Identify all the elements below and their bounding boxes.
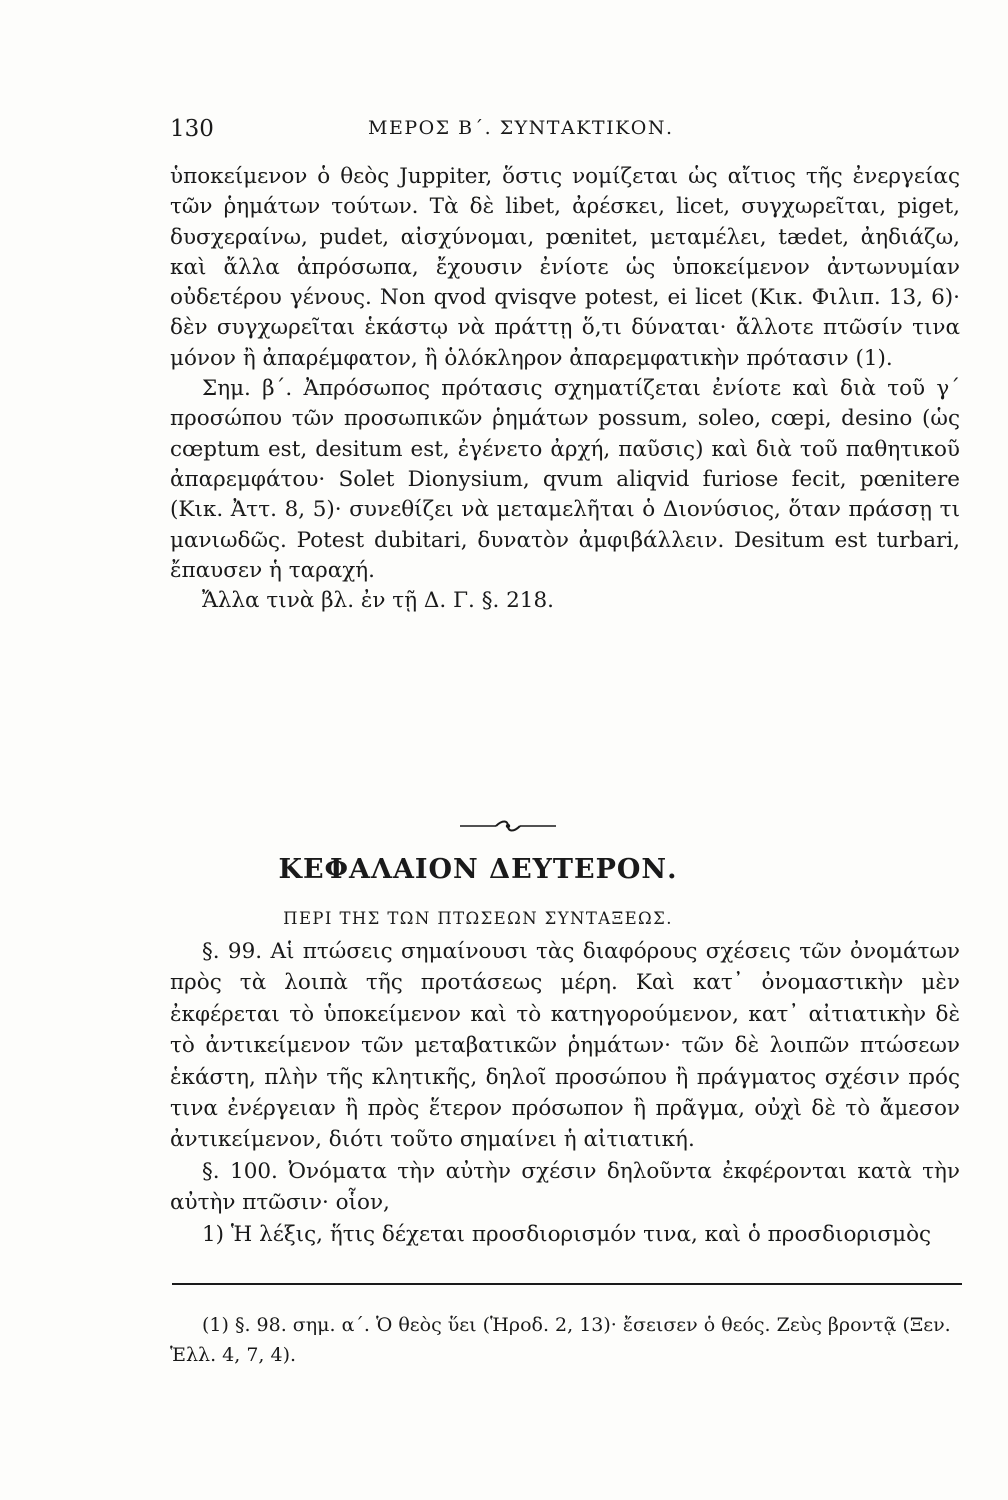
chapter-subtitle: ΠΕΡΙ ΤΗΣ ΤΩΝ ΠΤΩΣΕΩΝ ΣΥΝΤΑΞΕΩΣ. (283, 909, 673, 928)
paragraph-subject: ὑποκείμενον ὁ θεὸς Juppiter, ὅστις νομίζεται ὡς αἴτιος τῆς ἐνεργείας τῶν ῥημάτων τούτων. Τὰ δὲ libet, ἀρέσκει, licet, συγχωρεῖται, piget, δυσχεραίνω, pudet, αἰσχύνομαι, pœnitet, μεταμέλει, tædet, ἀηδιάζω, καὶ ἄλλα ἀπρόσωπα, ἔχουσιν ἐνίοτε ὡς ὑποκείμενον ἀντωνυμίαν οὐδετέρου γένους. Non qvod qvisqve potest, ei licet (Κικ. Φιλιπ. 13, 6)· δὲν συγχωρεῖται ἑκάστῳ νὰ πράττῃ ὅ,τι δύναται· ἄλλοτε πτῶσίν τινα μόνον ἢ ἀπαρέμφατον, ἢ ὁλόκληρον ἀπαρεμφατικὴν πρότασιν (1). (170, 164, 960, 371)
running-title: ΜΕΡΟΣ Β΄. ΣΥΝΤΑΚΤΙΚΟΝ. (368, 117, 674, 139)
section-a-body (170, 162, 960, 616)
footnote (170, 1310, 960, 1370)
footnote-text: (1) §. 98. σημ. α΄. Ὁ θεὸς ὕει (Ἡροδ. 2, 13)· ἔσεισεν ὁ θεός. Ζεὺς βροντᾷ (Ξεν. Ἑλλ. 4, 7, 4). (170, 1314, 951, 1366)
paragraph-100: §. 100. Ὀνόματα τὴν αὐτὴν σχέσιν δηλοῦντα ἐκφέρονται κατὰ τὴν αὐτὴν πτῶσιν· οἷον, (170, 1158, 960, 1216)
list-item-1: 1) Ἡ λέξις, ἥτις δέχεται προσδιορισμόν τινα, καὶ ὁ προσδιορισμὸς (202, 1221, 932, 1247)
paragraph-see-also: Ἄλλα τινὰ βλ. ἐν τῇ Δ. Γ. §. 218. (202, 588, 554, 614)
paragraph-99: §. 99. Αἱ πτώσεις σημαίνουσι τὰς διαφόρους σχέσεις τῶν ὀνομάτων πρὸς τὰ λοιπὰ τῆς προτάσεως μέρη. Καὶ κατ᾽ ὀνομαστικὴν μὲν ἐκφέρεται τὸ ὑποκείμενον καὶ τὸ κατηγορούμενον, κατ᾽ αἰτιατικὴν δὲ τὸ ἀντικείμενον τῶν μεταβατικῶν ῥημάτων· τῶν δὲ λοιπῶν πτώσεων ἑκάστη, πλὴν τῆς κλητικῆς, δηλοῖ προσώπου ἢ πράγματος σχέσιν πρός τινα ἐνέργειαν ἢ πρὸς ἕτερον πρόσωπον ἢ πρᾶγμα, οὐχὶ δὲ τὸ ἄμεσον ἀντικείμενον, διότι τοῦτο σημαίνει ἡ αἰτιατική. (170, 939, 960, 1153)
paragraph-note-b: Σημ. β΄. Ἀπρόσωπος πρότασις σχηματίζεται ἐνίοτε καὶ διὰ τοῦ γ΄ προσώπου τῶν προσωπικῶν ῥημάτων possum, soleo, cœpi, desino (ὡς cœptum est, desitum est, ἐγένετο ἀρχή, παῦσις) καὶ διὰ τοῦ παθητικοῦ ἀπαρεμφάτου· Solet Dionysium, qvum aliqvid furiose fecit, pœnitere (Κικ. Ἀττ. 8, 5)· συνεθίζει νὰ μεταμελῆται ὁ Διονύσιος, ὅταν πράσσῃ τι μανιωδῶς. Potest dubitari, δυνατὸν ἀμφιβάλλειν. Desitum est turbari, ἔπαυσεν ἡ ταραχή. (170, 376, 960, 583)
footnote-rule (172, 1283, 962, 1285)
page-number: 130 (170, 116, 214, 142)
section-b-body (170, 936, 960, 1250)
page-header (170, 116, 960, 148)
chapter-title: ΚΕΦΑΛΑΙΟΝ ΔΕΥΤΕΡΟΝ. (278, 854, 678, 885)
divider-ornament-icon (458, 818, 558, 834)
